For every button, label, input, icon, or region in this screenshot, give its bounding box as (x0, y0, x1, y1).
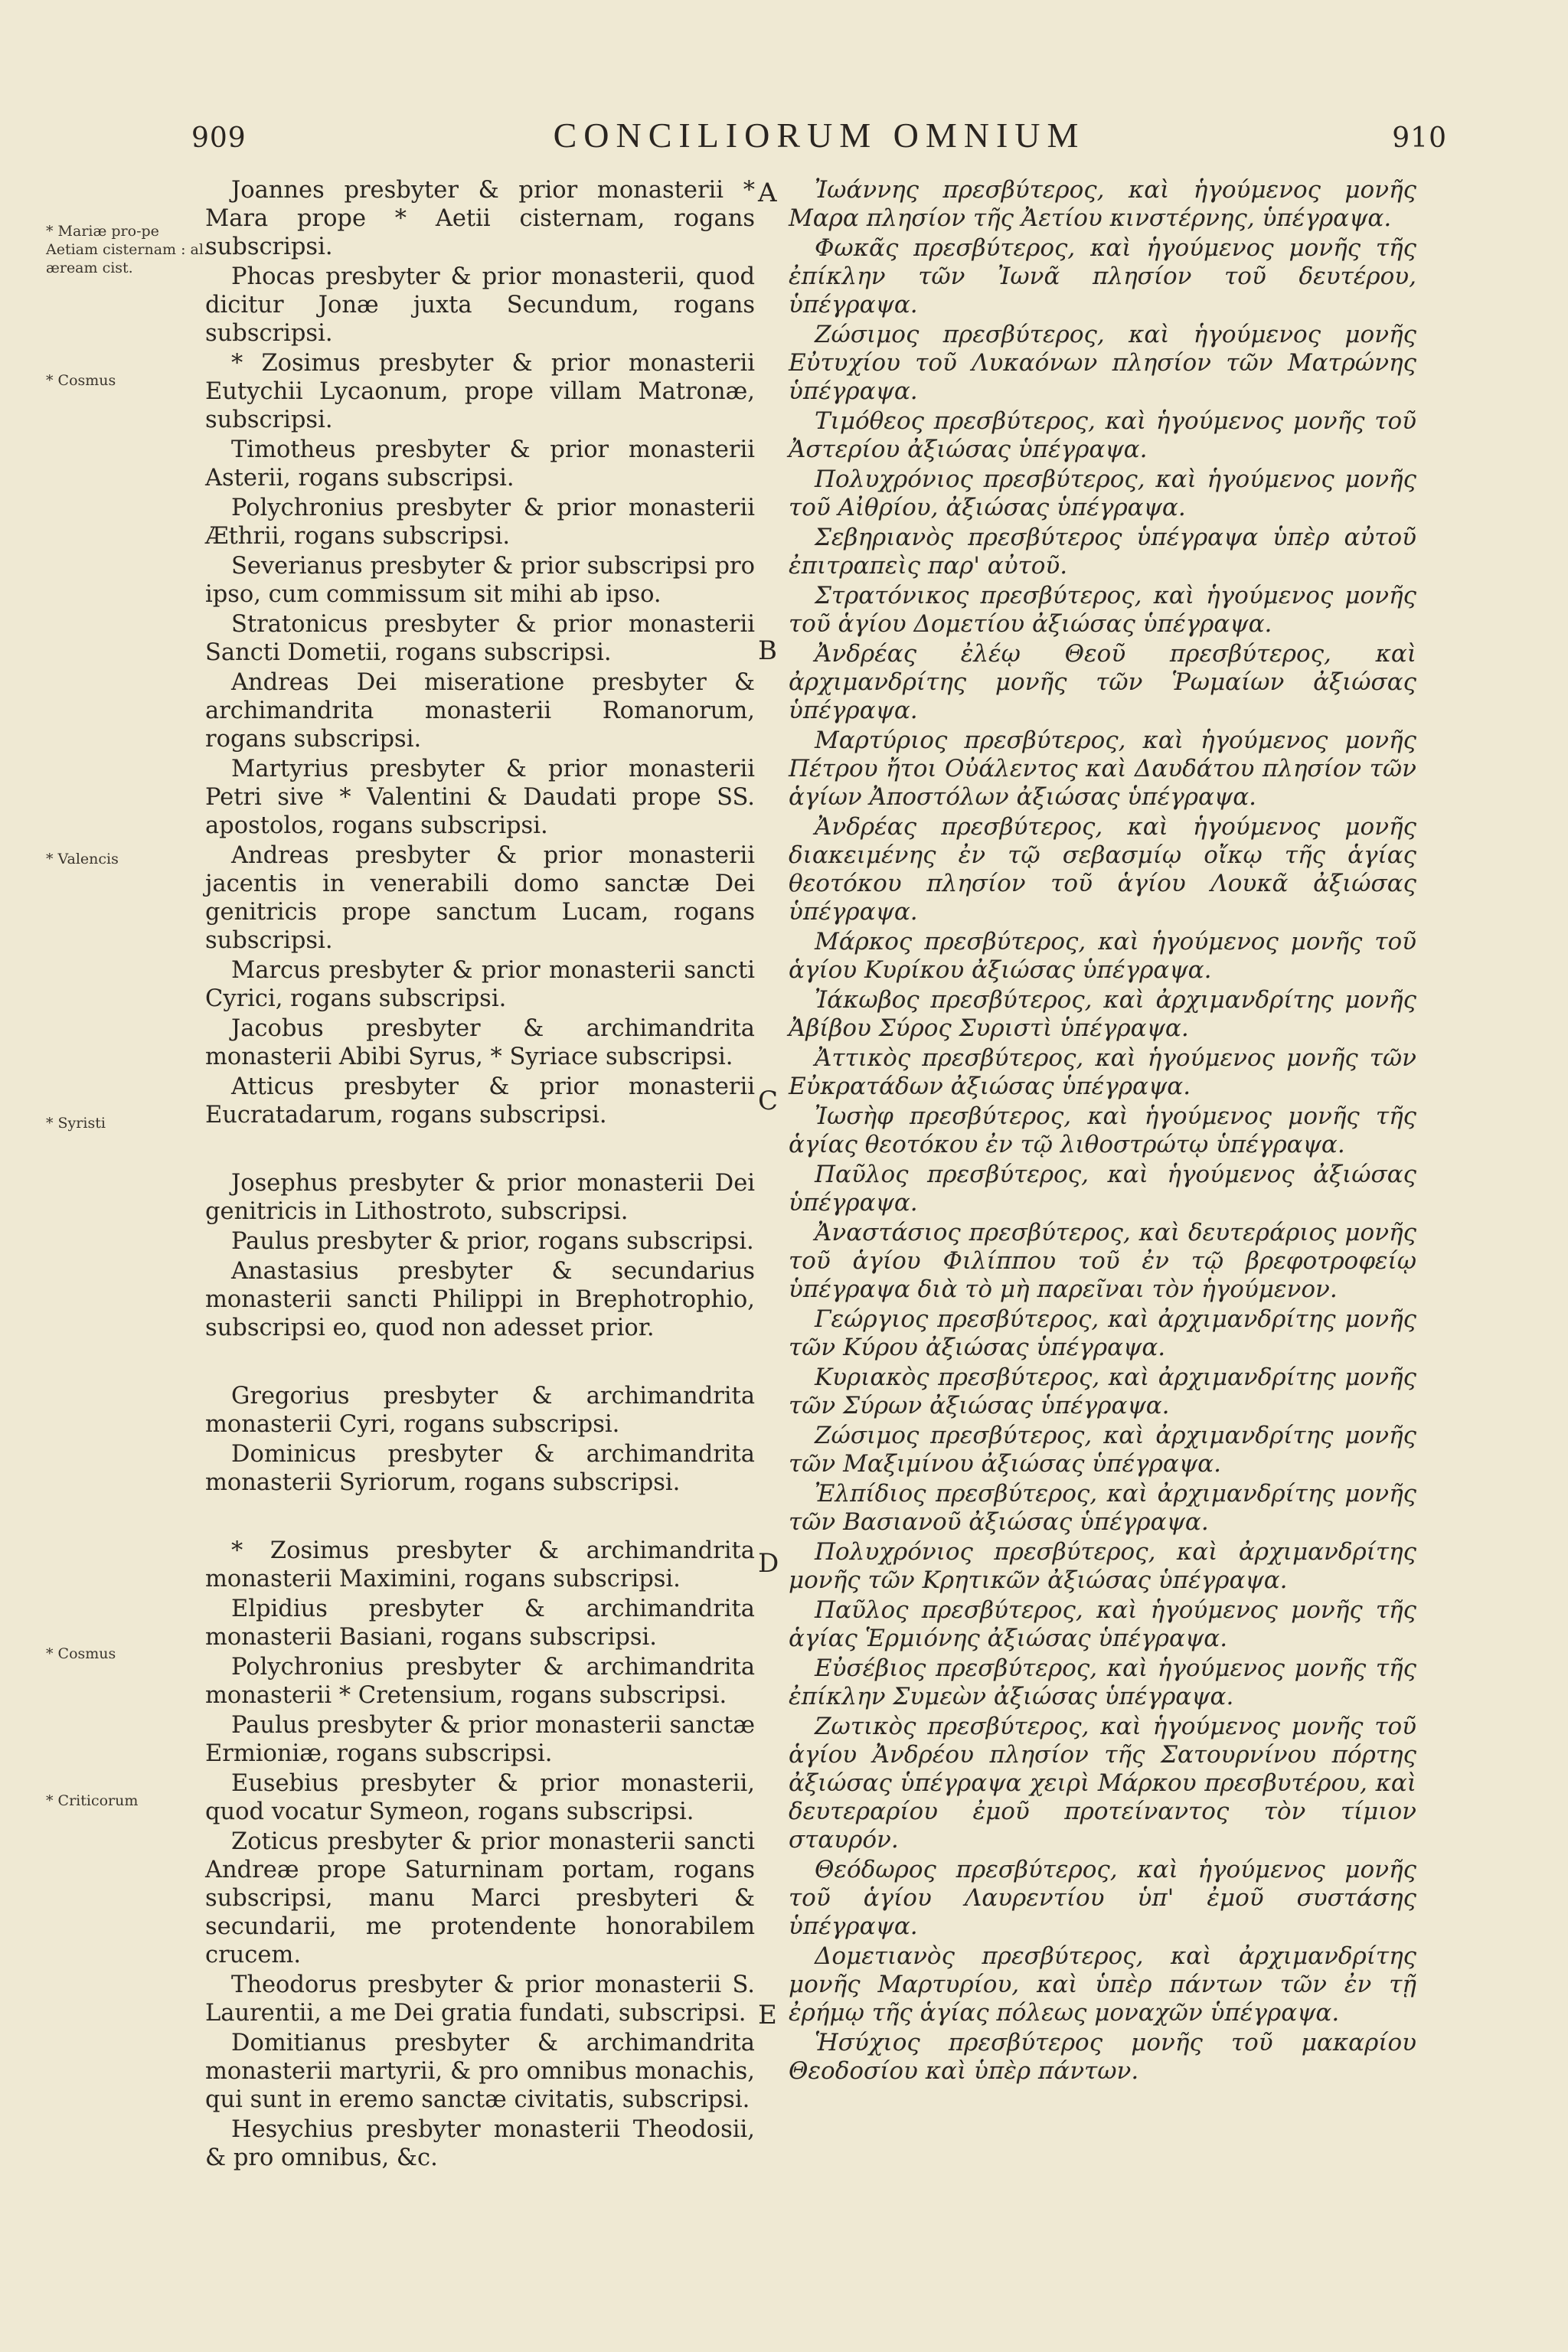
greek-entry: Πολυχρόνιος πρεσβύτερος, καὶ ἡγούμενος μονῆς τοῦ Αἰθρίου, ἀξιώσας ὑπέγραψα. (789, 466, 1416, 521)
greek-entry: Φωκᾶς πρεσβύτερος, καὶ ἡγούμενος μονῆς τῆς ἐπίκλην τῶν Ἰωνᾶ πλησίον τοῦ δευτέρου, ὑπέγραψα. (789, 234, 1416, 318)
greek-entry: Κυριακὸς πρεσβύτερος, καὶ ἀρχιμανδρίτης μονῆς τῶν Σύρων ἀξιώσας ὑπέγραψα. (789, 1364, 1416, 1419)
greek-entry: Μαρτύριος πρεσβύτερος, καὶ ἡγούμενος μονῆς Πέτρου ἤτοι Οὐάλεντος καὶ Δαυδάτου πλησίον τῶν ἁγίων Ἀποστόλων ἀξιώσας ὑπέγραψα. (789, 727, 1416, 811)
greek-column (789, 176, 1416, 2087)
latin-entry: Polychronius presbyter & archimandrita monasterii * Cretensium, rogans subscripsi. (205, 1654, 755, 1709)
latin-entry: Severianus presbyter & prior subscripsi pro ipso, cum commissum sit mihi ab ipso. (205, 553, 755, 608)
greek-entry: Ἀνδρέας ἐλέῳ Θεοῦ πρεσβύτερος, καὶ ἀρχιμανδρίτης μονῆς τῶν Ῥωμαίων ἀξιώσας ὑπέγραψα. (789, 640, 1416, 724)
greek-entry: Ζωτικὸς πρεσβύτερος, καὶ ἡγούμενος μονῆς τοῦ ἁγίου Ἀνδρέου πλησίον τῆς Σατουρνίνου πόρτης ἀξιώσας ὑπέγραψα χειρὶ Μάρκου πρεσβυτέρου, καὶ δευτεραρίου ἐμοῦ προτείναντος τὸν τίμιον σταυρόν. (789, 1713, 1416, 1854)
latin-entry: Stratonicus presbyter & prior monasterii Sancti Dometii, rogans subscripsi. (205, 611, 755, 666)
latin-entry: Domitianus presbyter & archimandrita monasterii martyrii, & pro omnibus monachis, qui sunt in eremo sanctæ civitatis, subscripsi. (205, 2030, 755, 2113)
section-letter: E (758, 2000, 777, 2030)
running-title: CONCILIORUM OMNIUM (553, 116, 1086, 155)
left-page-number: 909 (191, 122, 247, 154)
section-letter: B (758, 635, 777, 666)
margin-note: * Mariæ pro-pe Aetiam cisternam : al. æream cist. (46, 223, 208, 276)
latin-entry: Phocas presbyter & prior monasterii, quod dicitur Jonæ juxta Secundum, rogans subscripsi. (205, 263, 755, 347)
greek-entry: Ἀνδρέας πρεσβύτερος, καὶ ἡγούμενος μονῆς διακειμένης ἐν τῷ σεβασμίῳ οἴκῳ τῆς ἁγίας θεοτόκου πλησίον τοῦ ἁγίου Λουκᾶ ἀξιώσας ὑπέγραψα. (789, 813, 1416, 926)
latin-entry: Dominicus presbyter & archimandrita monasterii Syriorum, rogans subscripsi. (205, 1441, 755, 1496)
latin-entry: Timotheus presbyter & prior monasterii Asterii, rogans subscripsi. (205, 436, 755, 492)
right-page-number: 910 (1392, 122, 1447, 154)
section-letter: A (758, 178, 777, 208)
latin-entry: Joannes presbyter & prior monasterii * Mara prope * Aetii cisternam, rogans subscripsi. (205, 177, 755, 260)
latin-entry: * Zosimus presbyter & prior monasterii Eutychii Lycaonum, prope villam Matronæ, subscripsi. (205, 350, 755, 433)
latin-entry: Eusebius presbyter & prior monasterii, quod vocatur Symeon, rogans subscripsi. (205, 1770, 755, 1825)
margin-note: * Cosmus (46, 372, 116, 389)
latin-entry: Marcus presbyter & prior monasterii sancti Cyrici, rogans subscripsi. (205, 957, 755, 1012)
greek-entry: Δομετιανὸς πρεσβύτερος, καὶ ἀρχιμανδρίτης μονῆς Μαρτυρίου, καὶ ὑπὲρ πάντων τῶν ἐν τῇ ἐρήμῳ τῆς ἁγίας πόλεως μοναχῶν ὑπέγραψα. (789, 1942, 1416, 2027)
greek-entry: Ἐλπίδιος πρεσβύτερος, καὶ ἀρχιμανδρίτης μονῆς τῶν Βασιανοῦ ἀξιώσας ὑπέγραψα. (789, 1480, 1416, 1536)
greek-entry: Ἀττικὸς πρεσβύτερος, καὶ ἡγούμενος μονῆς τῶν Εὐκρατάδων ἀξιώσας ὑπέγραψα. (789, 1044, 1416, 1100)
greek-entry: Ζώσιμος πρεσβύτερος, καὶ ἡγούμενος μονῆς Εὐτυχίου τοῦ Λυκαόνων πλησίον τῶν Ματρώνης ὑπέγραψα. (789, 321, 1416, 405)
greek-entry: Θεόδωρος πρεσβύτερος, καὶ ἡγούμενος μονῆς τοῦ ἁγίου Λαυρεντίου ὑπ' ἐμοῦ συστάσης ὑπέγραψα. (789, 1856, 1416, 1940)
latin-entry: * Zosimus presbyter & archimandrita monasterii Maximini, rogans subscripsi. (205, 1537, 755, 1592)
latin-entry: Theodorus presbyter & prior monasterii S. Laurentii, a me Dei gratia fundati, subscripsi. (205, 1971, 755, 2027)
latin-entry: Atticus presbyter & prior monasterii Eucratadarum, rogans subscripsi. (205, 1073, 755, 1129)
greek-entry: Γεώργιος πρεσβύτερος, καὶ ἀρχιμανδρίτης μονῆς τῶν Κύρου ἀξιώσας ὑπέγραψα. (789, 1305, 1416, 1361)
spacer (205, 1498, 755, 1537)
section-letter: C (758, 1086, 779, 1116)
latin-entry: Martyrius presbyter & prior monasterii Petri sive * Valentini & Daudati prope SS. apostolos, rogans subscripsi. (205, 756, 755, 839)
spacer (205, 1344, 755, 1382)
greek-entry: Ἰωσὴφ πρεσβύτερος, καὶ ἡγούμενος μονῆς τῆς ἁγίας θεοτόκου ἐν τῷ λιθοστρώτῳ ὑπέγραψα. (789, 1102, 1416, 1158)
latin-entry: Polychronius presbyter & prior monasterii Æthrii, rogans subscripsi. (205, 495, 755, 550)
margin-note: * Cosmus (46, 1645, 116, 1662)
greek-entry: Ζώσιμος πρεσβύτερος, καὶ ἀρχιμανδρίτης μονῆς τῶν Μαξιμίνου ἀξιώσας ὑπέγραψα. (789, 1422, 1416, 1478)
greek-entry: Ἰωάννης πρεσβύτερος, καὶ ἡγούμενος μονῆς Μαρα πλησίον τῆς Ἀετίου κινστέρνης, ὑπέγραψα. (789, 176, 1416, 232)
latin-entry: Jacobus presbyter & archimandrita monasterii Abibi Syrus, * Syriace subscripsi. (205, 1015, 755, 1070)
latin-entry: Josephus presbyter & prior monasterii Dei genitricis in Lithostroto, subscripsi. (205, 1170, 755, 1225)
latin-entry: Andreas presbyter & prior monasterii jacentis in venerabili domo sanctæ Dei genitricis prope sanctum Lucam, rogans subscripsi. (205, 842, 755, 954)
greek-entry: Παῦλος πρεσβύτερος, καὶ ἡγούμενος ἀξιώσας ὑπέγραψα. (789, 1161, 1416, 1217)
greek-entry: Ἀναστάσιος πρεσβύτερος, καὶ δευτεράριος μονῆς τοῦ ἁγίου Φιλίππου τοῦ ἐν τῷ βρεφοτροφείῳ ὑπέγραψα διὰ τὸ μὴ παρεῖναι τὸν ἡγούμενον. (789, 1219, 1416, 1303)
margin-note: * Valencis (46, 851, 119, 867)
margin-note: * Criticorum (46, 1792, 139, 1809)
greek-entry: Τιμόθεος πρεσβύτερος, καὶ ἡγούμενος μονῆς τοῦ Ἀστερίου ἀξιώσας ὑπέγραψα. (789, 407, 1416, 463)
latin-entry: Zoticus presbyter & prior monasterii sancti Andreæ prope Saturninam portam, rogans subscripsi, manu Marci presbyteri & secundarii, me protendente honorabilem crucem. (205, 1828, 755, 1968)
latin-entry: Anastasius presbyter & secundarius monasterii sancti Philippi in Brephotrophio, subscripsi eo, quod non adesset prior. (205, 1258, 755, 1341)
greek-entry: Σεβηριανὸς πρεσβύτερος ὑπέγραψα ὑπὲρ αὐτοῦ ἐπιτραπεὶς παρ' αὐτοῦ. (789, 524, 1416, 580)
greek-entry: Εὐσέβιος πρεσβύτερος, καὶ ἡγούμενος μονῆς τῆς ἐπίκλην Συμεὼν ἀξιώσας ὑπέγραψα. (789, 1655, 1416, 1710)
latin-entry: Paulus presbyter & prior monasterii sanctæ Ermioniæ, rogans subscripsi. (205, 1712, 755, 1767)
greek-entry: Στρατόνικος πρεσβύτερος, καὶ ἡγούμενος μονῆς τοῦ ἁγίου Δομετίου ἀξιώσας ὑπέγραψα. (789, 582, 1416, 638)
latin-entry: Gregorius presbyter & archimandrita monasterii Cyri, rogans subscripsi. (205, 1383, 755, 1438)
latin-entry: Hesychius presbyter monasterii Theodosii, & pro omnibus, &c. (205, 2116, 755, 2171)
greek-entry: Ἰάκωβος πρεσβύτερος, καὶ ἀρχιμανδρίτης μονῆς Ἀβίβου Σύρος Συριστὶ ὑπέγραψα. (789, 986, 1416, 1042)
latin-column (205, 176, 755, 2174)
spacer (205, 1131, 755, 1169)
greek-entry: Πολυχρόνιος πρεσβύτερος, καὶ ἀρχιμανδρίτης μονῆς τῶν Κρητικῶν ἀξιώσας ὑπέγραψα. (789, 1538, 1416, 1594)
section-letter: D (758, 1548, 779, 1579)
greek-entry: Ἡσύχιος πρεσβύτερος μονῆς τοῦ μακαρίου Θεοδοσίου καὶ ὑπὲρ πάντων. (789, 2029, 1416, 2085)
margin-note: * Syristi (46, 1115, 106, 1132)
latin-entry: Elpidius presbyter & archimandrita monasterii Basiani, rogans subscripsi. (205, 1596, 755, 1651)
latin-entry: Paulus presbyter & prior, rogans subscripsi. (231, 1228, 754, 1255)
greek-entry: Παῦλος πρεσβύτερος, καὶ ἡγούμενος μονῆς τῆς ἁγίας Ἑρμιόνης ἀξιώσας ὑπέγραψα. (789, 1596, 1416, 1652)
greek-entry: Μάρκος πρεσβύτερος, καὶ ἡγούμενος μονῆς τοῦ ἁγίου Κυρίκου ἀξιώσας ὑπέγραψα. (789, 928, 1416, 984)
latin-entry: Andreas Dei miseratione presbyter & archimandrita monasterii Romanorum, rogans subscripsi. (205, 669, 755, 753)
page-header (191, 115, 1447, 168)
